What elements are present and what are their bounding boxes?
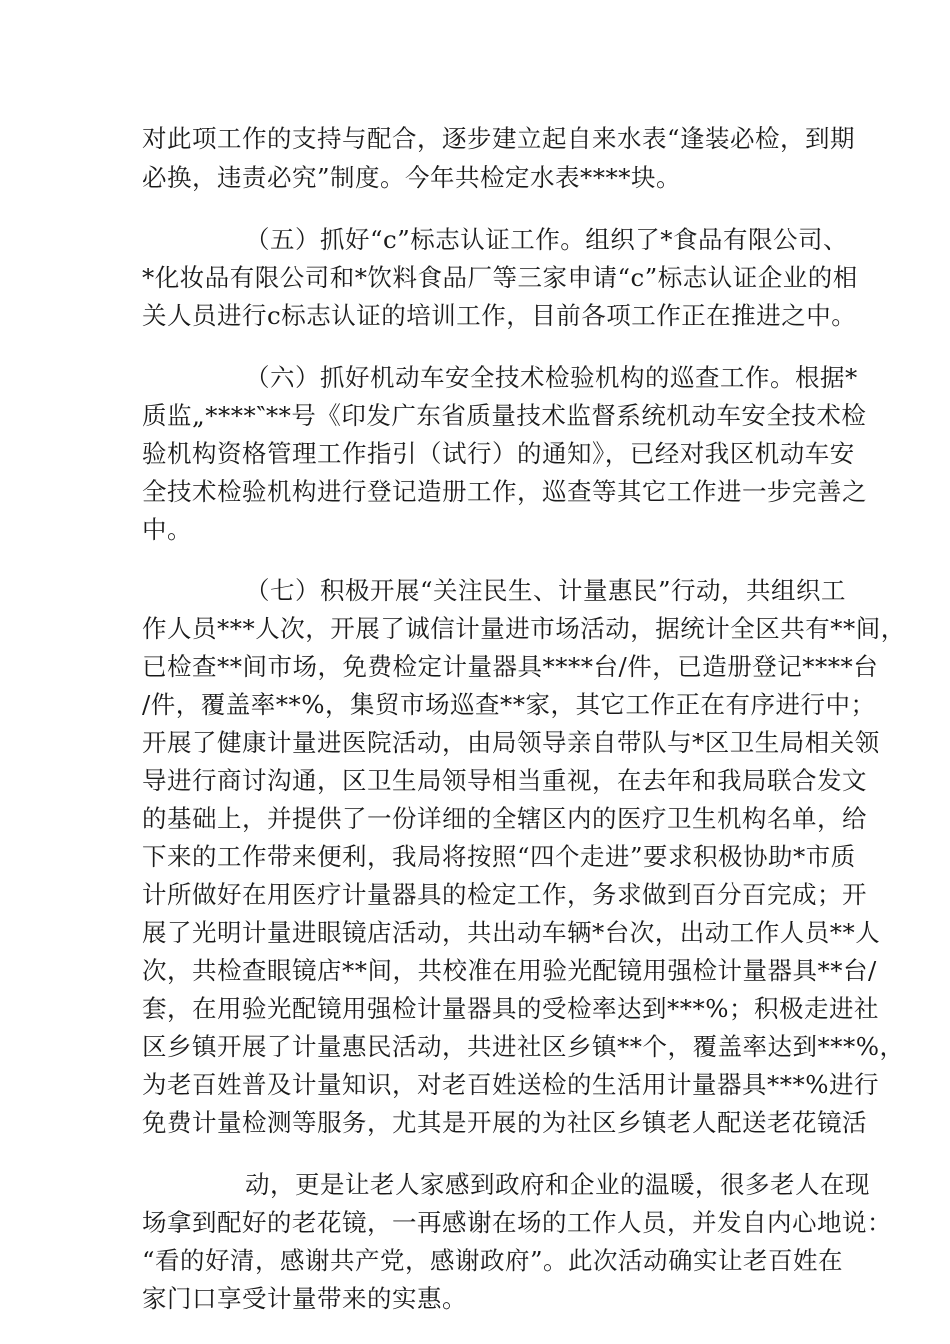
text-line: 为老百姓普及计量知识，对老百姓送检的生活用计量器具***%进行 <box>142 1070 880 1099</box>
text-line: 的基础上，并提供了一份详细的全辖区内的医疗卫生机构名单，给 <box>142 804 867 833</box>
text-line: /件，覆盖率**%，集贸市场巡查**家，其它工作正在有序进行中； <box>142 690 876 719</box>
text-line: 中。 <box>142 515 192 544</box>
text-line: 次，共检查眼镜店**间，共校准在用验光配镜用强检计量器具**台/ <box>142 956 877 985</box>
text-line: 动，更是让老人家感到政府和企业的温暖，很多老人在现 <box>245 1170 870 1199</box>
text-line: 质监„****‶**号《印发广东省质量技术监督系统机动车安全技术检 <box>142 401 867 430</box>
text-line: 展了光明计量进眼镜店活动，共出动车辆*台次，出动工作人员**人 <box>142 918 881 947</box>
text-line: *化妆品有限公司和*饮料食品厂等三家申请“c”标志认证企业的相 <box>142 263 858 292</box>
text-line: 导进行商讨沟通，区卫生局领导相当重视，在去年和我局联合发文 <box>142 766 867 795</box>
text-line: 对此项工作的支持与配合，逐步建立起自来水表“逢装必检，到期 <box>142 124 856 153</box>
text-line: （五）抓好“c”标志认证工作。组织了*食品有限公司、 <box>245 225 849 254</box>
text-line: 验机构资格管理工作指引（试行）的通知》，已经对我区机动车安 <box>142 439 855 468</box>
text-line: 已检查**间市场，免费检定计量器具****台/件，已造册登记****台 <box>142 652 879 681</box>
text-line: 开展了健康计量进医院活动，由局领导亲自带队与*区卫生局相关领 <box>142 728 880 757</box>
text-line: 下来的工作带来便利，我局将按照“四个走进”要求积极协助*市质 <box>142 842 856 871</box>
text-line: 作人员***人次，开展了诚信计量进市场活动，据统计全区共有**间， <box>142 614 906 643</box>
text-line: 计所做好在用医疗计量器具的检定工作，务求做到百分百完成；开 <box>142 880 867 909</box>
text-line: 全技术检验机构进行登记造册工作，巡查等其它工作进一步完善之 <box>142 477 867 506</box>
text-line: 区乡镇开展了计量惠民活动，共进社区乡镇**个，覆盖率达到***%， <box>142 1032 905 1061</box>
text-line: 家门口享受计量带来的实惠。 <box>142 1284 467 1313</box>
text-line: 场拿到配好的老花镜，一再感谢在场的工作人员，并发自内心地说： <box>142 1208 892 1237</box>
text-line: 关人员进行c标志认证的培训工作，目前各项工作正在推进之中。 <box>142 301 857 330</box>
text-line: 必换，违责必究”制度。今年共检定水表****块。 <box>142 163 682 192</box>
text-line: （六）抓好机动车安全技术检验机构的巡查工作。根据* <box>245 363 858 392</box>
text-line: “看的好清，感谢共产党，感谢政府”。此次活动确实让老百姓在 <box>142 1246 844 1275</box>
text-line: 套，在用验光配镜用强检计量器具的受检率达到***%；积极走进社 <box>142 994 880 1023</box>
text-line: （七）积极开展“关注民生、计量惠民”行动，共组织工 <box>245 576 847 605</box>
text-line: 免费计量检测等服务，尤其是开展的为社区乡镇老人配送老花镜活 <box>142 1108 867 1137</box>
